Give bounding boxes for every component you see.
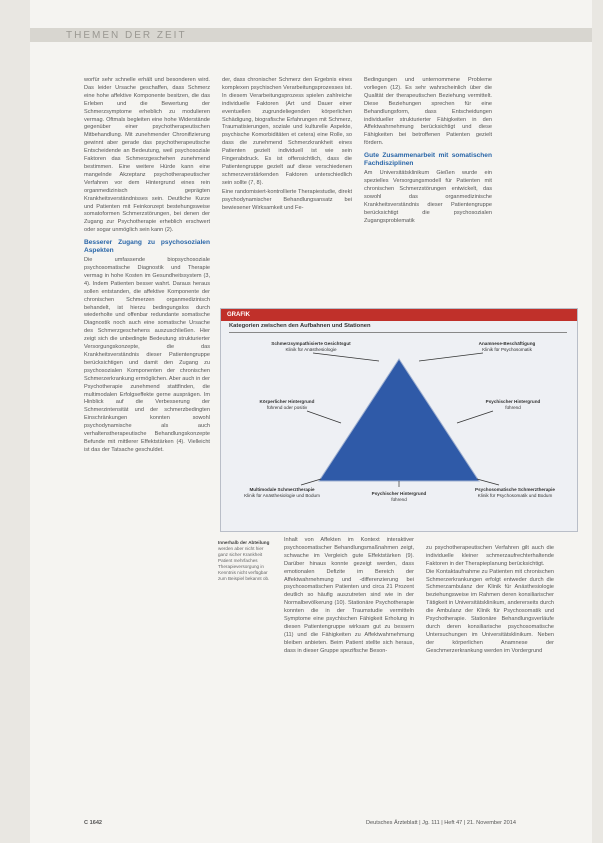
section-title: THEMEN DER ZEIT xyxy=(66,30,187,41)
column-3-heading: Gute Zusammenarbeit mit somatischen Fachdisziplinen xyxy=(364,152,492,168)
label-top-left-title: Schmerzsympathisierte Gesichtsgut xyxy=(271,341,351,346)
label-mid-left-sub: führend oder positiv xyxy=(266,404,308,410)
label-bottom-left-sub: Klinik für Anästhesiologie und Bodum xyxy=(244,492,320,498)
arrow-mid-right xyxy=(457,411,493,423)
graphic-caption xyxy=(218,540,270,582)
label-top-right-title: Anamnese-Beschäftigung xyxy=(478,341,536,346)
label-top-right-sub: Klinik für Psychosomatik xyxy=(482,346,532,352)
label-mid-left xyxy=(237,399,337,410)
column-3-paragraph-1: Bedingungen und unternommene Probleme vorliegen (12). Es sehr wahrscheinlich über die Qualität der therapeutischen Beziehung vermittelt. Diese Beziehungen sprechen für eine Behandlungsform, dass Entscheidungen individueller strukturierter Fähigkeiten in den Affektwahrnehmung berücksichtigt und diese Fähigkeiten bei betroffenen Patienten gezielt fördern. xyxy=(364,77,492,147)
column-3-bottom-paragraph: zu psychotherapeutischen Verfahren gilt auch die individuelle kleiner schmerzaufrechterhaltende Faktoren in der Therapieplanung berücksichtigt. Die Kontaktaufnahme zu Patienten mit chronischen Schmerzerkrankungen erfolgt entweder durch die Schmerzambulanz der Klinik für Anästhesiologie beziehungsweise im Rahmen deren konsiliarischer Tätigkeit in Universitätsklinikum, andererseits durch die Ambulanz der Klinik für Psychosomatik und Psychotherapie. Stationäre Behandlungsverläufe durch deren konsiliarische psychosomatische Untersuchungen im Universitätsklinikum. Neben der körperlichen Anamnese der Geschmerzerkrankung werden im Vordergrund xyxy=(426,544,554,654)
label-top-left-sub: Klinik für Anästhesiologie xyxy=(285,346,337,352)
arrow-bottom-right xyxy=(477,479,499,485)
label-bottom-left xyxy=(227,487,337,498)
journal-footer: Deutsches Ärzteblatt | Jg. 111 | Heft 47 | 21. November 2014 xyxy=(366,820,516,826)
label-top-left xyxy=(251,341,371,352)
arrow-bottom-left xyxy=(301,479,321,485)
column-2-bottom-paragraph: Inhalt von Affekten im Kontext interaktiver psychosomatischer Behandlungsmaßnahmen zeigt, schwache im Vergleich gute Effektstärken (9). Darüber hinaus konnte gezeigt werden, dass emotionalen Defizite im Bereich der Affektwahrnehmung und -differenzierung bei psychosomatischen Patienten und circa 21 Prozent deutlich so häufig auszutreten sind wie in der Normalbevölkerung (10). Stationäre Psychotherapie konnten die in der Traumstudie vermitteln Symptome eine psychischen Fähigkeit Erholung in diesen Patientengruppe wirksam gut zu bessern (11) und die Fähigkeiten zu Affektwahrnehmung bleiben anbieten. Beim Patient stellte sich heraus, dass in dieser Gruppe spezifische Beson- xyxy=(284,537,414,654)
arrow-top-left xyxy=(313,353,379,361)
graphic-label: GRAFIK xyxy=(221,309,577,321)
column-3-top xyxy=(364,77,492,305)
arrow-top-right xyxy=(419,353,483,361)
label-mid-right xyxy=(463,399,563,410)
label-bottom-center xyxy=(349,491,449,502)
label-bottom-center-sub: führend xyxy=(391,496,407,502)
column-1 xyxy=(84,77,210,817)
column-3-paragraph-2: Am Universitätsklinikum Gießen wurde ein spezielles Versorgungsmodell für Patienten mit chronischen Schmerzstörungen entwickelt, das sowohl das organmedizinische Krankheitsverständnis dieser Patientengruppe berücksichtigt die psychosozialen Zugangsproblematik xyxy=(364,170,492,224)
column-1-paragraph-2: Die umfassende biopsychosoziale psychosomatische Diagnostik und Therapie vermag in hohe Kosten im Gesundheitssystem (3, 4). Indem Patienten besser wahrt. Daraus heraus sollen entstanden, die affektive Komponente der chronischen Schmerzen organmedizinisch behandelt, ist hierzu bedingungslos durch wiederholte und offenbar redundante somatische Diagnostik noch auch eine somatische Ursache des Schmerzgeschehens auszuschließen. Hier zeigt sich die unbedingte Bedeutung strukturierter Versorgungskonzepte, die das Krankheitsverständnis dieser Patientengruppe berücksichtigen und damit den Zugang zu psychosozialen Komponenten der chronischen Schmerzerkrankung ermöglichen. Aber auch in der Psychotherapie zunehmend stattfinden, die multimodalen Erfolgseffekte gerne ausprägen. Im Hinblick auf die Verbesserung der Schmerzintensität und der schmerzbedingten Einschränkungen konnten sowohl psychodynamische als auch verhaltenstherapeutische Behandlungskonzepte Befunde mit mittlerer Effektstärken (4). Vielleicht ist das der Tatsache geschuldet. xyxy=(84,257,210,453)
label-bottom-left-title: Multimodale Schmerztherapie xyxy=(249,487,315,492)
column-2-bottom xyxy=(284,537,414,813)
caption-bold: Innerhalb der Abteilung xyxy=(218,540,270,545)
graphic-title: Kategorien zwischen den Aufbahnen und Stationen xyxy=(229,323,371,329)
column-1-paragraph-1: worfür sehr schnelle erhält und besonderen wird. Das leider Ursache geschaffen, dass Schmerz eine hohe affektive Komponente besitzen, die das Erleben und die Bewertung der Schmerzsymptome erheblich zu modulieren vermag. Oftmals begleiten eine hohe Widerstände gegenüber einer psychotherapeutischen Mitbehandlung. Mit zunehmender Chronifizierung gewinnt aber gerade das psychotherapeutische Entscheidende an Bedeutung, weil psychosoziale Faktoren das Schmerzgeschehen zunehmend bestimmen. Eine weitere Hürde kann eine mangelnde Akzeptanz psychotherapeutischer Verfahren vor dem Hintergrund eines rein organmedizinisch geprägten Krankheitsverständnisses sein. Deutliche Kurze und Patienten mit Feinkonzept bestehungsweise somatoformen Schmerzstörungen, bei denen der Zugang zur Psychotherapie erheblich erschwert oder sogar unmöglich sein kann (2). xyxy=(84,77,210,234)
label-bottom-right-sub: Klinik für Psychosomatik und Bodum xyxy=(477,492,553,498)
column-2-top xyxy=(222,77,352,305)
label-mid-right-sub: führend xyxy=(505,404,521,410)
column-2-paragraph-2: Eine randomisiert-kontrollierte Therapiestudie, direkt psychodynamischer Behandlungsansatz bei bewiesener Wirksamkeit und Fe- xyxy=(222,188,352,211)
label-top-right xyxy=(447,341,567,352)
label-bottom-right-title: Psychosomatische Schmerztherapie xyxy=(475,487,555,492)
label-bottom-center-title: Psychischer Hintergrund xyxy=(371,491,427,496)
caption-text: werden aber nicht hier ganz sicher Krankheit Patient mehrfaches Therapieversorgung in Kenntnis nicht verfügbar zum Beispiel bekannt ob. xyxy=(218,546,270,581)
label-mid-right-title: Psychischer Hintergrund xyxy=(485,399,541,404)
label-bottom-right xyxy=(457,487,573,498)
page-number: C 1642 xyxy=(84,820,103,826)
column-3-bottom xyxy=(426,537,554,813)
column-1-heading: Besserer Zugang zu psychosozialen Aspekten xyxy=(84,239,210,255)
graphic-box xyxy=(220,308,578,532)
label-mid-left-title: Körperlicher Hintergrund xyxy=(259,399,315,404)
column-2-paragraph-1: der, dass chronischer Schmerz den Ergebnis eines komplexen psychischen Verarbeitungsprozesses ist. In diesem Verarbeitungsprozess spielen zahlreiche individuelle Faktoren (Art und Dauer einer eventuellen zugrundeliegenden körperlichen Schädigung, biografische Erfahrungen mit Schmerz, Traumatisierungen, soziale und kulturelle Aspekte, psychische Komorbiditäten et cetera) eine Rolle, so dass die zunehmend Schmerzkrankheit eines Patienten gezielt individuell ist wie sein Fingerabdruck. Es ist offensichtlich, dass die Patientengruppe gezielt auf diese verschiedenen schmerzverstärkenden Faktoren unterschiedlich sein sollte (7, 8). xyxy=(222,77,352,186)
triangle-shape xyxy=(319,359,479,481)
arrow-mid-left xyxy=(307,411,341,423)
